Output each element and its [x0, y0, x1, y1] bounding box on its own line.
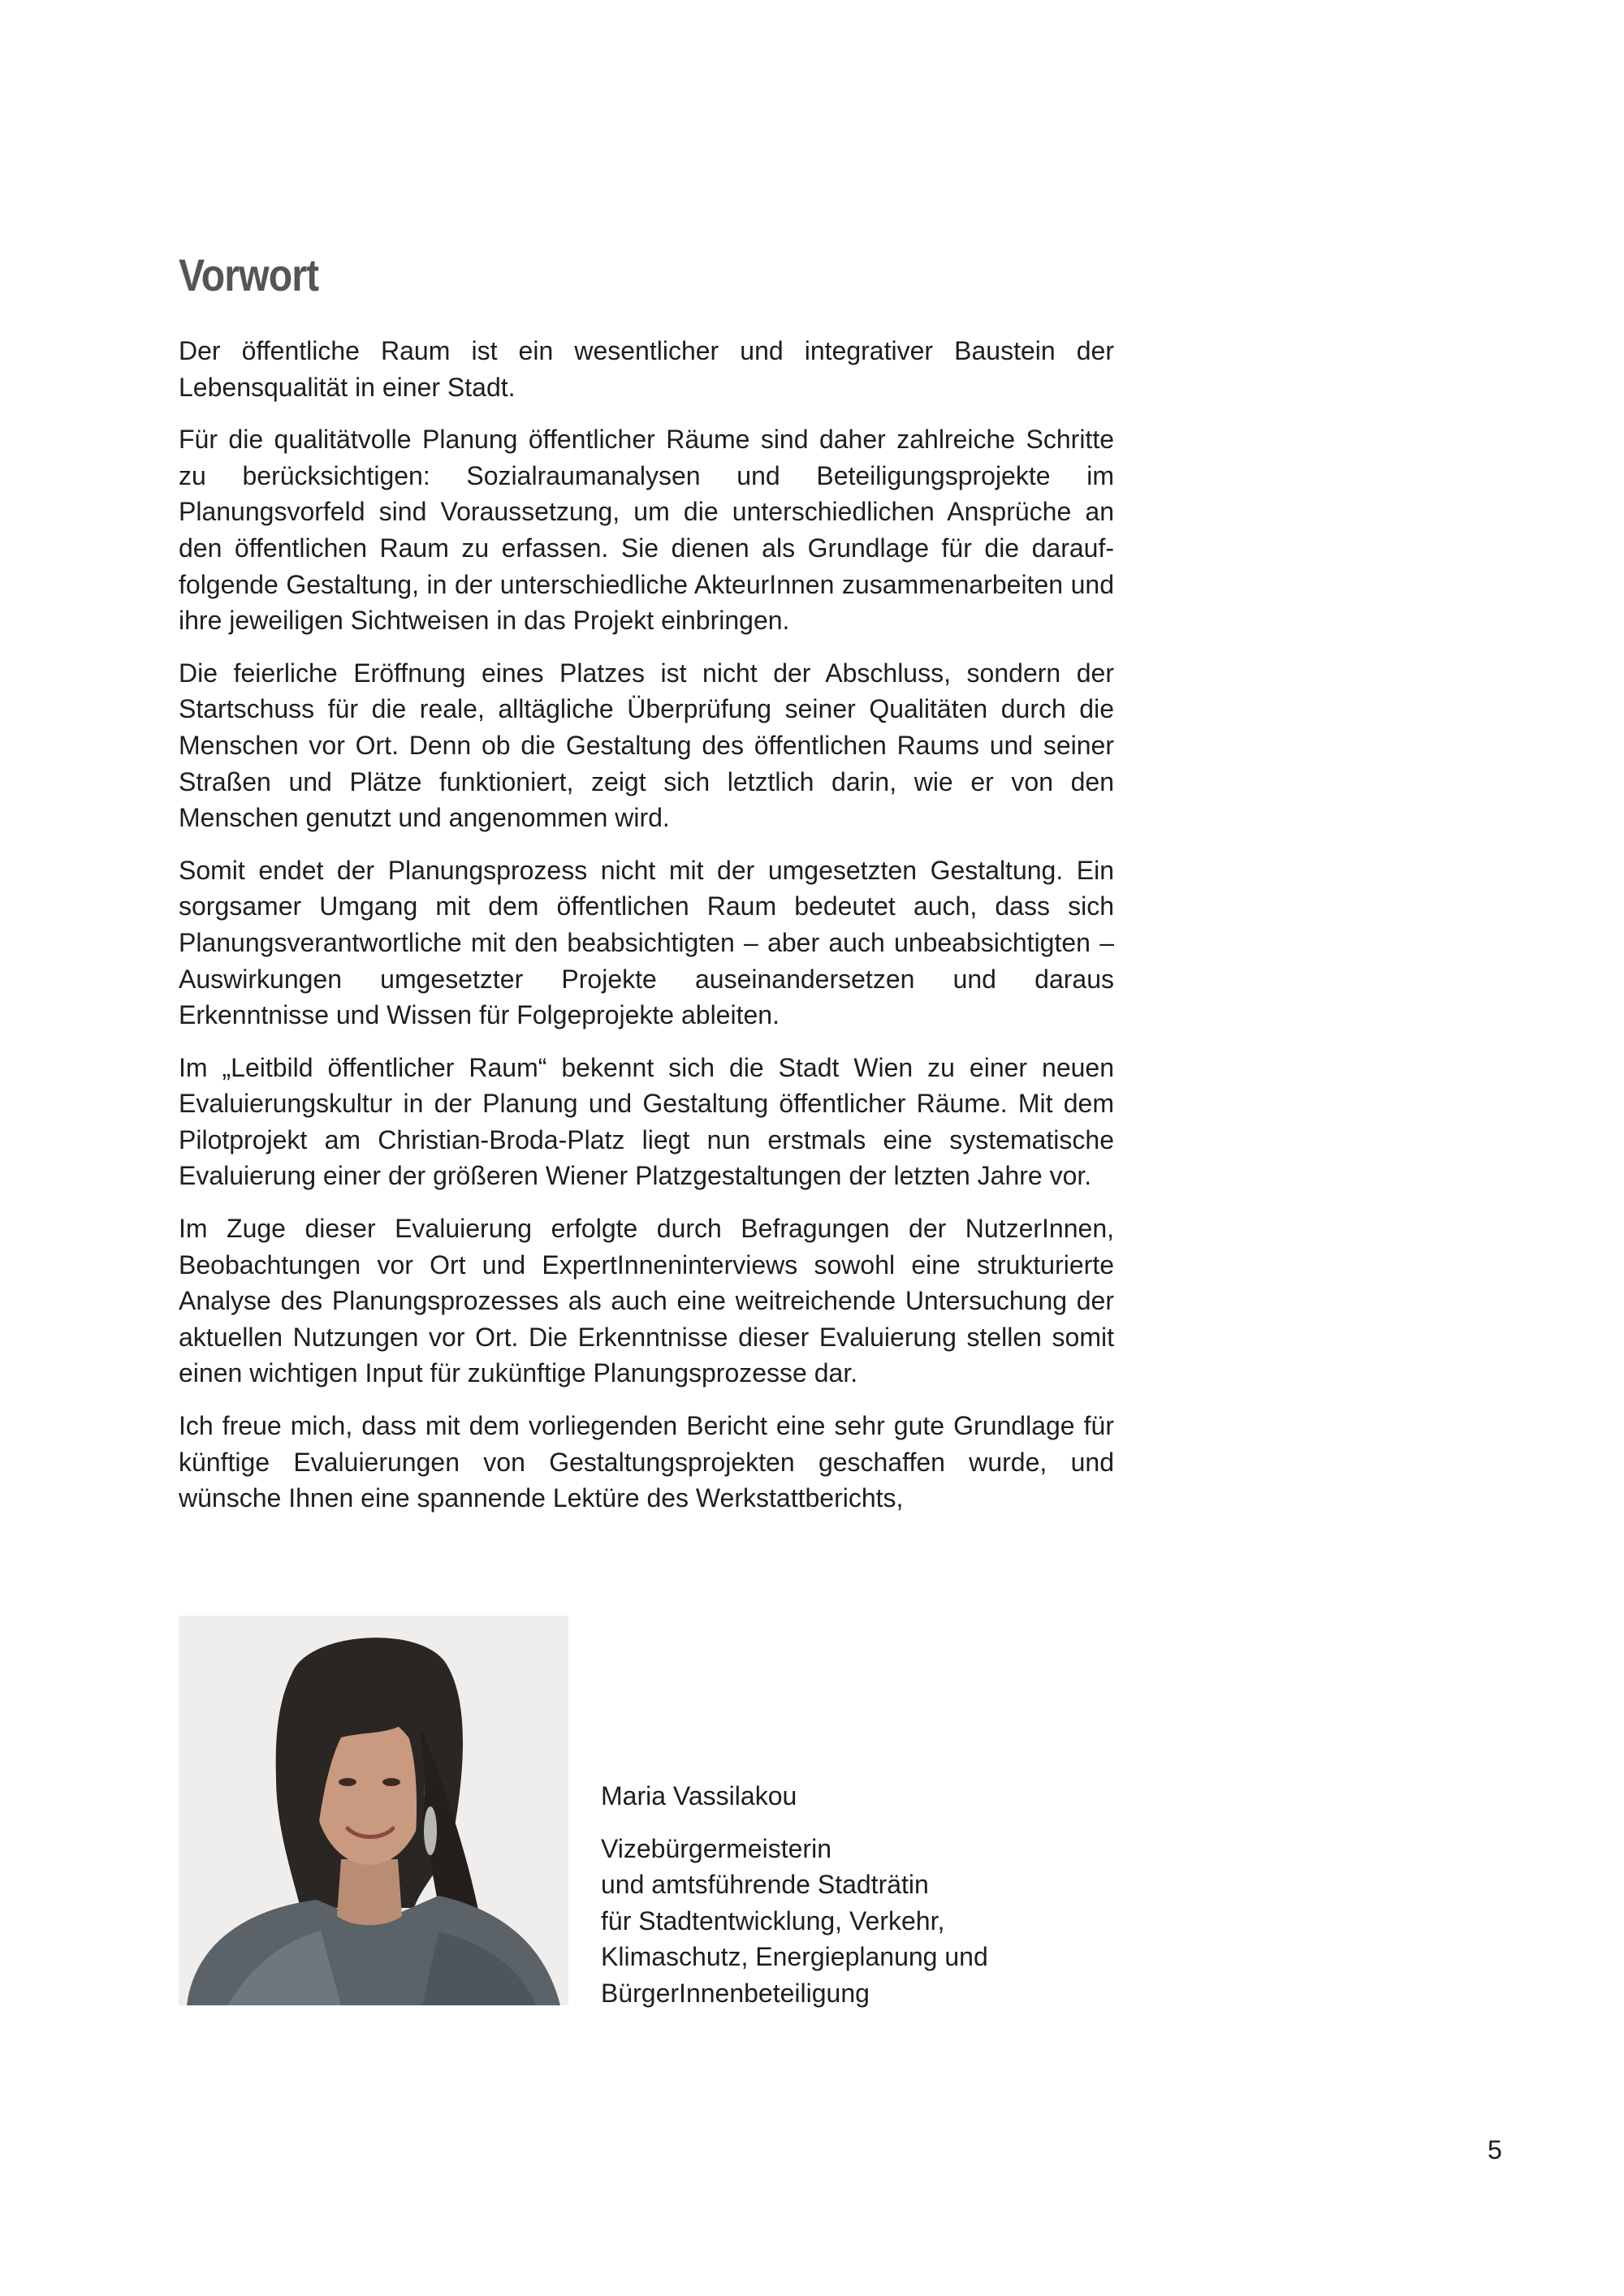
signatory-role-line: BürgerInnenbeteiligung — [601, 1978, 870, 2008]
paragraph: Für die qualitätvolle Planung öffentlicher Räume sind daher zahlreiche Schritte zu berücksichtigen: Sozialraumanalysen und Beteiligungsprojekte im Planungsvorfeld sind Voraussetzung, um die unterschiedlichen Ansprüche an den öffentlichen Raum zu erfassen. Sie dienen als Grundlage für die darauffolgende Gestaltung, in der unterschiedliche AkteurInnen zusammenarbeiten und ihre jeweiligen Sichtweisen in das Projekt einbringen. — [179, 425, 1114, 636]
signatory-role-line: Vizebürgermeisterin — [601, 1833, 831, 1863]
paragraph: Ich freue mich, dass mit dem vorliegenden Bericht eine sehr gute Grundlage für künftige Evaluierungen von Gestaltungsprojekten geschaffen wurde, und wünsche Ihnen eine spannende Lektüre des Werkstattberichts, — [179, 1411, 1114, 1513]
paragraph: Der öffentliche Raum ist ein wesentlicher und integrativer Baustein der Lebensqualität in einer Stadt. — [179, 336, 1114, 402]
signature-block — [601, 1778, 1169, 2012]
paragraph: Im „Leitbild öffentlicher Raum“ bekennt sich die Stadt Wien zu einer neuen Evaluierungskultur in der Planung und Gestaltung öffentlicher Räume. Mit dem Pilotprojekt am Christian-Broda-Platz liegt nun erstmals eine systematische Evaluierung einer der größeren Wiener Platzgestaltungen der letzten Jahre vor. — [179, 1052, 1114, 1191]
signatory-role-line: für Stadtentwicklung, Verkehr, — [601, 1905, 945, 1936]
paragraph: Die feierliche Eröffnung eines Platzes ist nicht der Abschluss, sondern der Startschuss für die reale, alltägliche Überprüfung seiner Qualitäten durch die Menschen vor Ort. Denn ob die Gestaltung des öffentlichen Raums und seiner Straßen und Plätze funktioniert, zeigt sich letztlich darin, wie er von den Menschen genutzt und angenommen wird. — [179, 658, 1114, 833]
signatory-name: Maria Vassilakou — [601, 1781, 797, 1810]
signatory-role-line: Klimaschutz, Energieplanung und — [601, 1942, 988, 1972]
paragraph: Somit endet der Planungsprozess nicht mit der umgesetzten Gestaltung. Ein sorgsamer Umgang mit dem öffentlichen Raum bedeutet auch, dass sich Planungsverantwortliche mit den beabsichtigten – aber auch unbeabsichtigten – Auswirkungen umgesetzter Projekte auseinandersetzen und daraus Erkenntnisse und Wissen für Folgeprojekte ableiten. — [179, 855, 1114, 1030]
paragraph: Im Zuge dieser Evaluierung erfolgte durch Befragungen der NutzerInnen, Beobachtungen vor Ort und ExpertInneninterviews sowohl eine strukturierte Analyse des Planungsprozesses als auch eine weitreichende Untersuchung der aktuellen Nutzungen vor Ort. Die Erkenntnisse dieser Evaluierung stellen somit einen wichtigen Input für zukünftige Planungsprozesse dar. — [179, 1214, 1114, 1388]
page-title: Vorwort — [179, 248, 319, 300]
foreword-body — [179, 333, 1114, 1533]
page-number: 5 — [1488, 2135, 1502, 2164]
signatory-role-line: und amtsführende Stadträtin — [601, 1870, 929, 1900]
portrait-illustration — [179, 1616, 568, 2005]
portrait-photo — [179, 1616, 568, 2005]
